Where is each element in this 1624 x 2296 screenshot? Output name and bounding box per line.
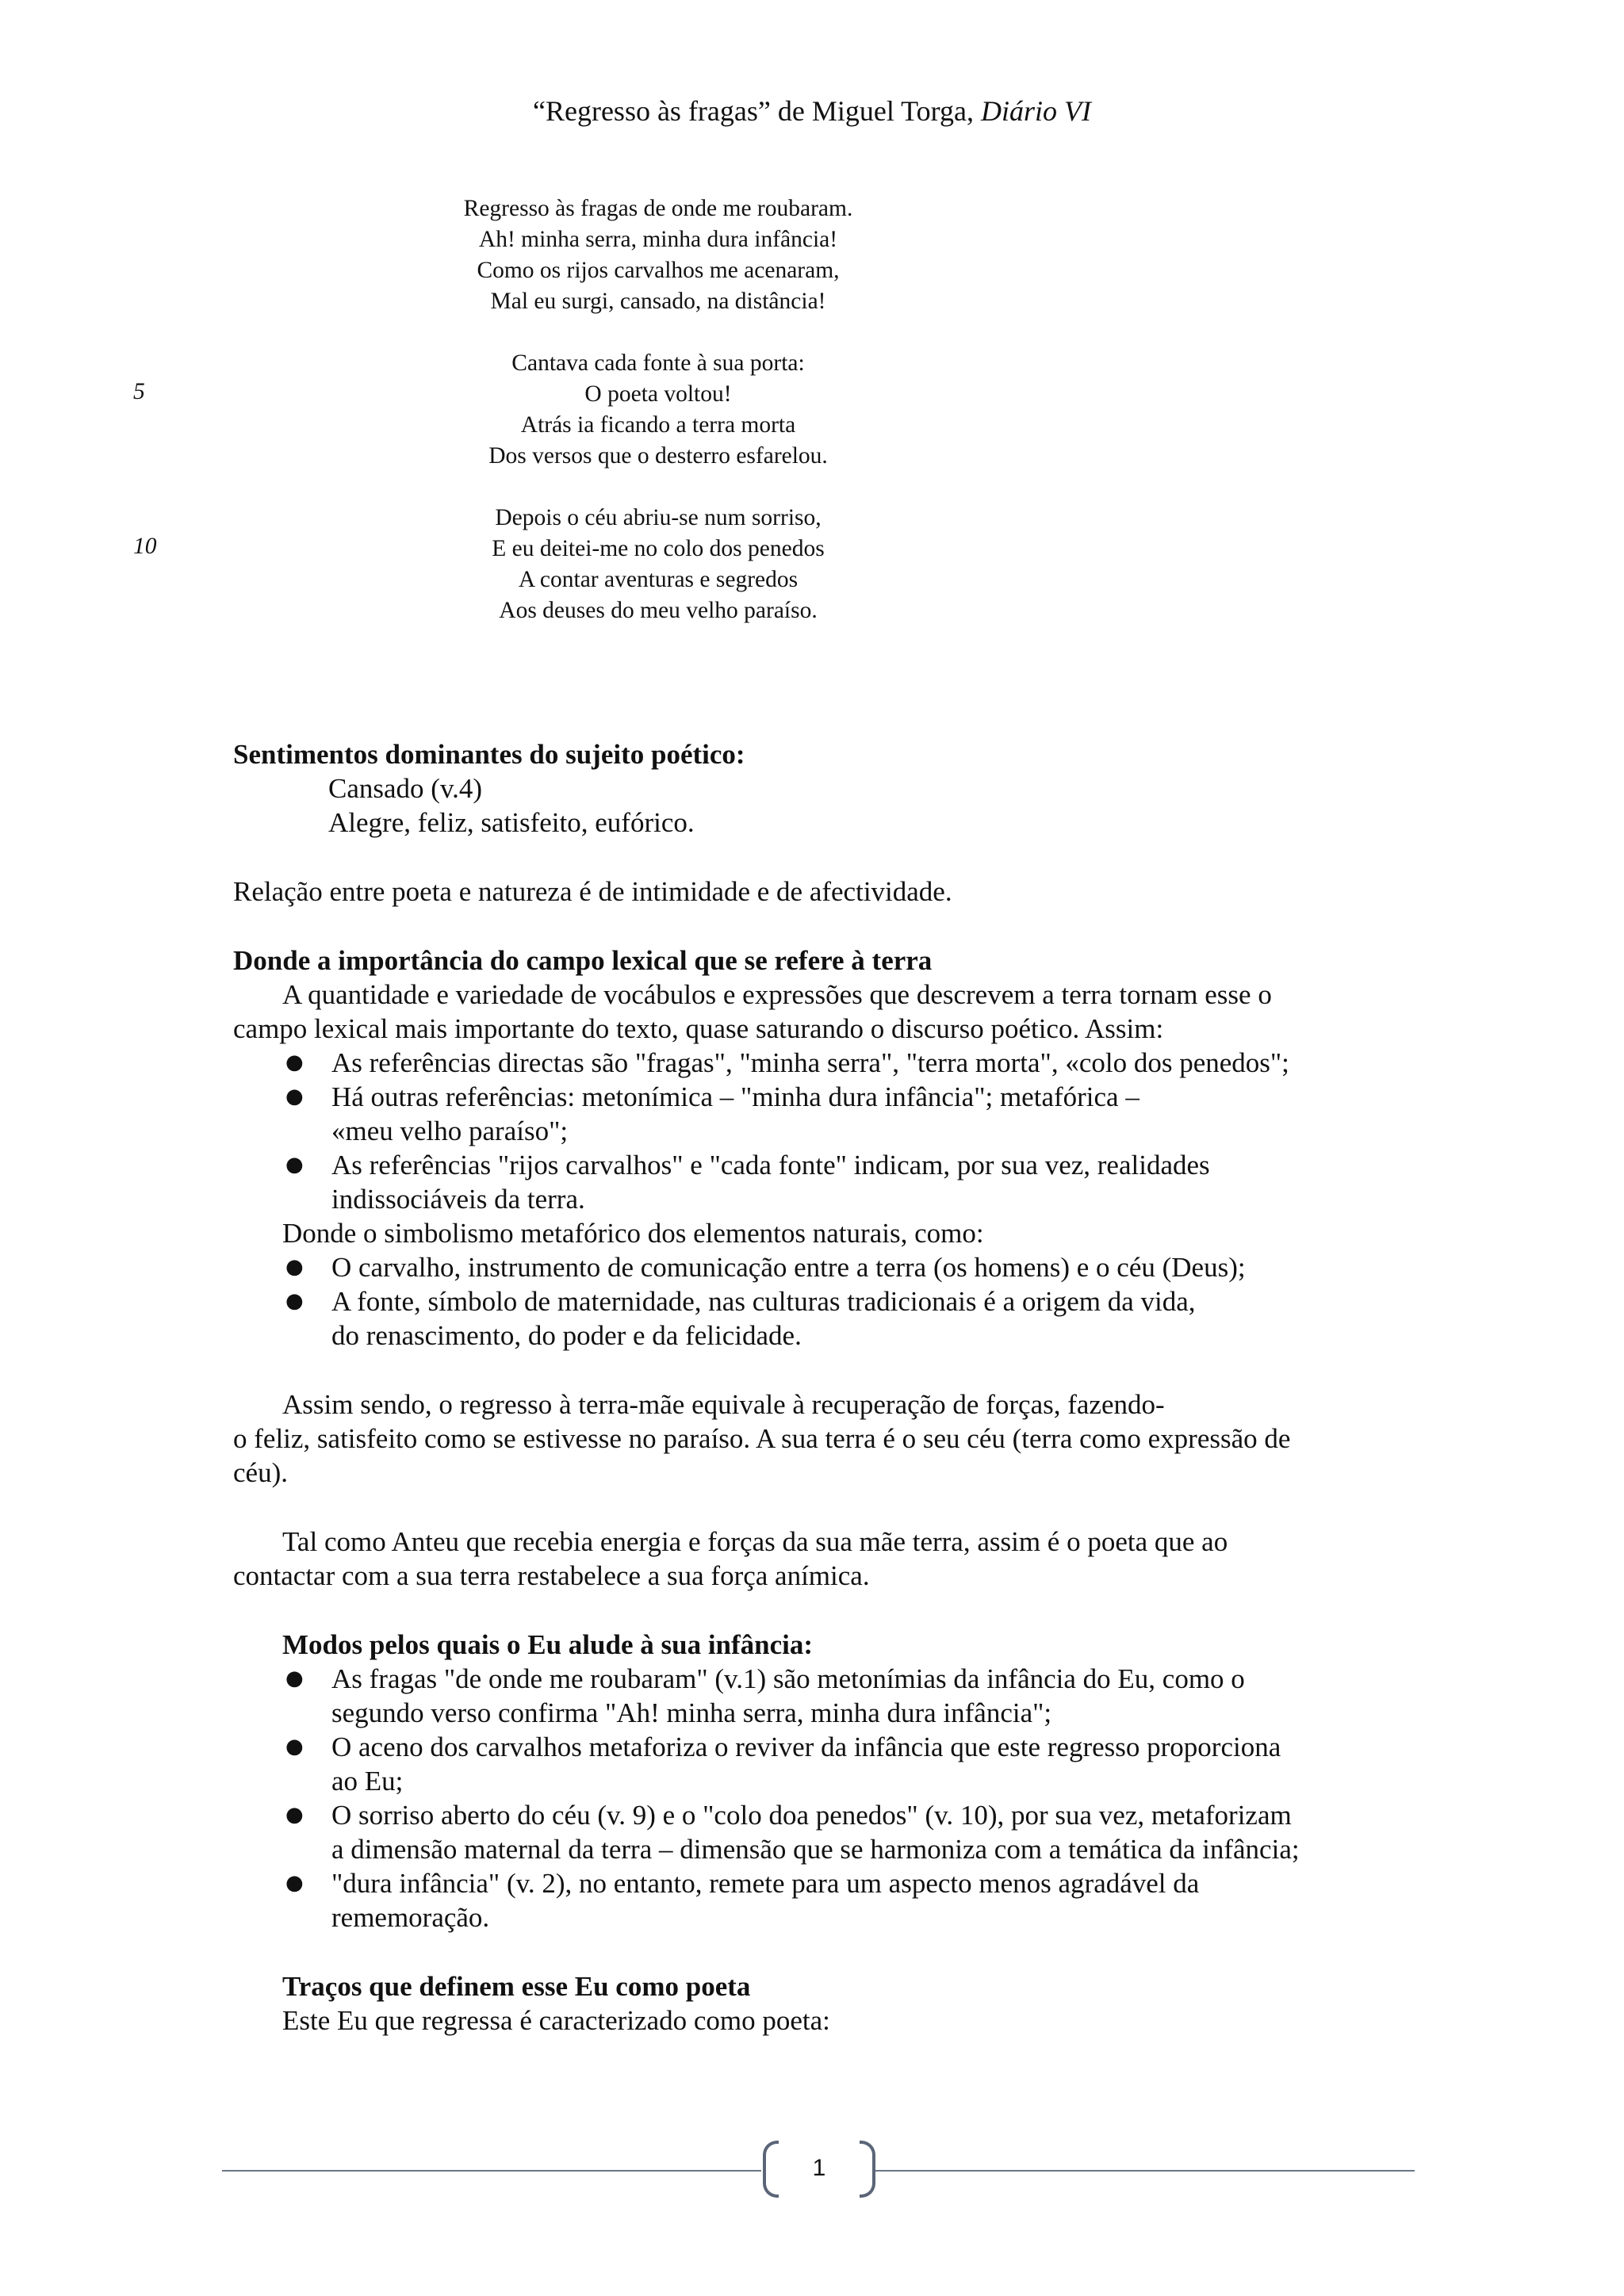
footer-rule-right [875, 2170, 1415, 2172]
campo-paragraph-line: A quantidade e variedade de vocábulos e expressões que descrevem a terra tornam esse o [282, 979, 1272, 1010]
campo-bullet-list [233, 1046, 1399, 1216]
assim-paragraph-line: céu). [233, 1457, 288, 1488]
verse-number-10: 10 [133, 534, 157, 559]
poem-verse: Cantava cada fonte à sua porta: [511, 350, 805, 376]
list-item: ● O carvalho, instrumento de comunicação entre a terra (os homens) e o céu (Deus); [285, 1252, 1246, 1283]
page-number-bracket-right-icon [860, 2141, 875, 2198]
anteu-paragraph-line: Tal como Anteu que recebia energia e forças da sua mãe terra, assim é o poeta que ao [282, 1526, 1228, 1557]
poem-verse: Mal eu surgi, cansado, na distância! [490, 289, 826, 314]
anteu-paragraph-line: contactar com a sua terra restabelece a sua força anímica. [233, 1560, 870, 1591]
sentimento-item: Cansado (v.4) [328, 773, 483, 804]
modos-bullet-list [233, 1662, 1399, 1934]
poem-verse: Regresso às fragas de onde me roubaram. [463, 196, 853, 221]
campo-paragraph-line: campo lexical mais importante do texto, quase saturando o discurso poético. Assim: [233, 1013, 1164, 1044]
poem-verse: Atrás ia ficando a terra morta [520, 412, 796, 438]
poem-verse: Dos versos que o desterro esfarelou. [488, 443, 828, 469]
poem-verse: Ah! minha serra, minha dura infância! [478, 227, 838, 252]
section-heading-tracos: Traços que definem esse Eu como poeta [282, 1971, 751, 2002]
assim-paragraph-line: o feliz, satisfeito como se estivesse no paraíso. A sua terra é o seu céu (terra como expressão de [233, 1423, 1291, 1454]
list-item: ● As referências directas são "fragas", "minha serra", "terra morta", «colo dos penedos"; [285, 1047, 1289, 1078]
list-item: ● O aceno dos carvalhos metaforiza o reviver da infância que este regresso proporciona ao Eu; [285, 1732, 1281, 1797]
poem-verse: Depois o céu abriu-se num sorriso, [495, 505, 822, 530]
bullet-icon: ● [285, 1255, 304, 1279]
poem [0, 193, 1316, 626]
page-number: 1 [812, 2155, 826, 2181]
title-text: “Regresso às fragas” de Miguel Torga, [533, 95, 981, 127]
section-heading-sentimentos: Sentimentos dominantes do sujeito poético: [233, 739, 745, 770]
poem-verse: A contar aventuras e segredos [518, 567, 799, 592]
simbolismo-intro: Donde o simbolismo metafórico dos elementos naturais, como: [282, 1218, 984, 1249]
sentimento-item: Alegre, feliz, satisfeito, eufórico. [328, 807, 695, 838]
list-item: ● O sorriso aberto do céu (v. 9) e o "colo doa penedos" (v. 10), por sua vez, metaforizam a dimensão maternal da terra – dimensão que se harmoniza com a temática da infância; [285, 1800, 1300, 1865]
bullet-icon: ● [285, 1153, 304, 1177]
simbolismo-bullet-list [233, 1250, 1399, 1353]
section-heading-modos: Modos pelos quais o Eu alude à sua infância: [282, 1629, 814, 1660]
poem-verse: Aos deuses do meu velho paraíso. [499, 598, 818, 623]
footer-rule-left [222, 2170, 761, 2172]
bullet-icon: ● [285, 1735, 304, 1758]
list-item: ● As referências "rijos carvalhos" e "cada fonte" indicam, por sua vez, realidades indissociáveis da terra. [285, 1150, 1210, 1215]
title-work: Diário VI [980, 95, 1091, 127]
page-title [0, 94, 1624, 128]
bullet-icon: ● [285, 1871, 304, 1895]
bullet-icon: ● [285, 1667, 304, 1690]
poem-verse: Como os rijos carvalhos me acenaram, [477, 258, 840, 283]
verse-number-5: 5 [133, 379, 145, 404]
bullet-icon: ● [285, 1803, 304, 1827]
poem-verse: O poeta voltou! [584, 381, 732, 407]
relacao-paragraph: Relação entre poeta e natureza é de intimidade e de afectividade. [233, 876, 952, 907]
tracos-paragraph: Este Eu que regressa é caracterizado como poeta: [282, 2005, 830, 2036]
list-item: ● A fonte, símbolo de maternidade, nas culturas tradicionais é a origem da vida, do renascimento, do poder e da felicidade. [285, 1286, 1196, 1351]
analysis-body [233, 737, 1399, 2038]
assim-paragraph-line: Assim sendo, o regresso à terra-mãe equivale à recuperação de forças, fazendo- [282, 1389, 1165, 1420]
poem-verse: E eu deitei-me no colo dos penedos [492, 536, 825, 561]
bullet-icon: ● [285, 1085, 304, 1108]
list-item: ● As fragas "de onde me roubaram" (v.1) são metonímias da infância do Eu, como o segundo verso confirma "Ah! minha serra, minha dura infância"; [285, 1663, 1245, 1728]
list-item: ● "dura infância" (v. 2), no entanto, remete para um aspecto menos agradável da rememoração. [285, 1868, 1200, 1933]
bullet-icon: ● [285, 1050, 304, 1074]
section-heading-campo-lexical: Donde a importância do campo lexical que se refere à terra [233, 945, 933, 976]
page-number-bracket-left-icon [763, 2141, 779, 2198]
list-item: ● Há outras referências: metonímica – "minha dura infância"; metafórica – «meu velho paraíso"; [285, 1081, 1139, 1146]
bullet-icon: ● [285, 1289, 304, 1313]
